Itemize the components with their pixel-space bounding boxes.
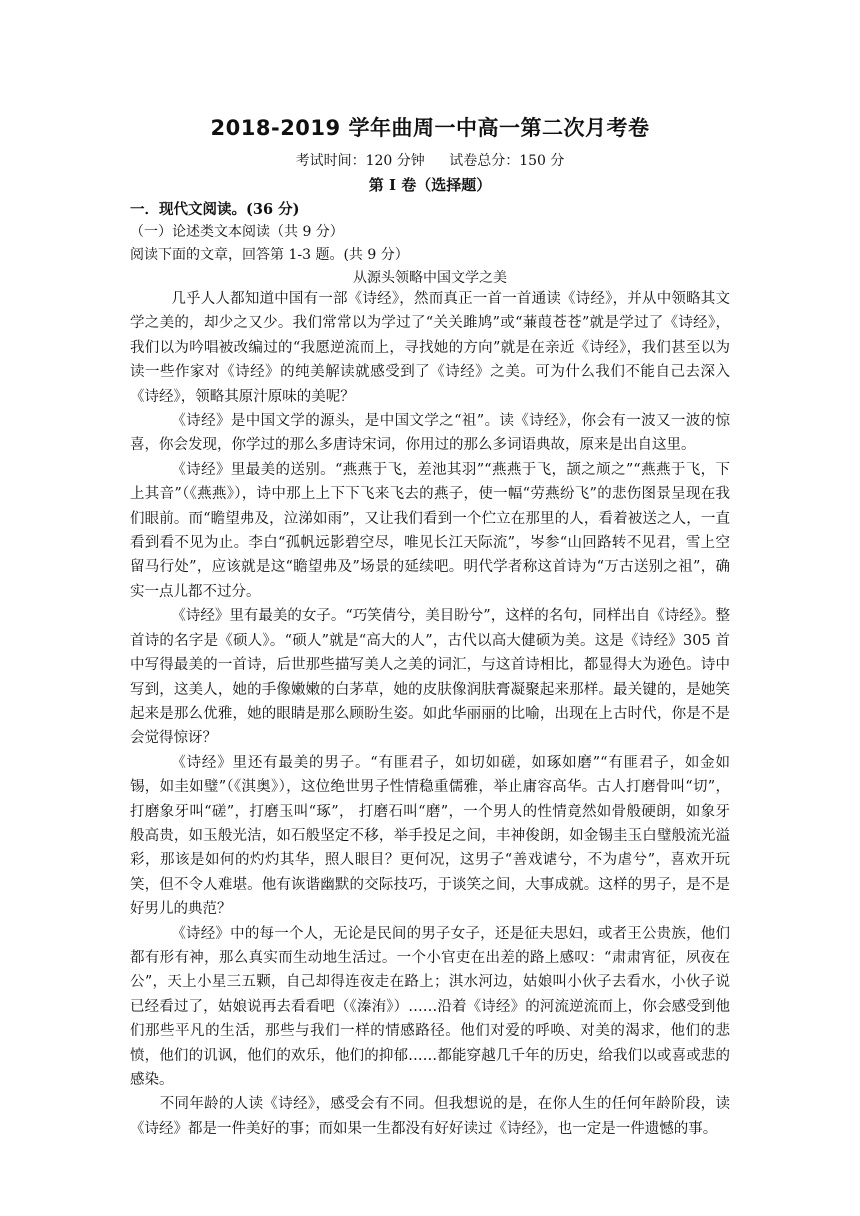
section-heading: 第 I 卷（选择题） (368, 176, 492, 194)
exam-title: 2018-2019 学年曲周一中高一第二次月考卷 (210, 116, 650, 140)
reading-instruction: 阅读下面的文章，回答第 1-3 题。(共 9 分） (130, 247, 409, 263)
article-paragraph: 《诗经》里最美的送别。“燕燕于飞，差池其羽”“燕燕于飞，颉之颃之”“燕燕于飞，下上其音”（《燕燕》），诗中那上上下下飞来飞去的燕子，使一幅“劳燕纷飞”的悲伤图景呈现在我们眼前。而“瞻望弗及，泣涕如雨”，又让我们看到一个伫立在那里的人，看着被送之人，一直看到看不见为止。李白“孤帆远影碧空尽，唯见长江天际流”，岑参“山回路转不见君，雪上空留马行处”，应该就是这“瞻望弗及”场景的延续吧。明代学者称这首诗为“万古送别之祖”，确实一点儿都不过分。 (130, 461, 730, 600)
exam-meta (0, 150, 860, 170)
exam-total-score: 试卷总分：150 分 (449, 153, 565, 169)
article-paragraph: 《诗经》里还有最美的男子。“有匪君子，如切如磋，如琢如磨”“有匪君子，如金如锡，如圭如璧”（《淇奥》），这位绝世男子性情稳重儒雅，举止庸容高华。古人打磨骨叫“切”，打磨象牙叫“磋”，打磨玉叫“琢”， 打磨石叫“磨”，一个男人的性情竟然如骨般硬朗，如象牙般高贵，如玉般光洁，如石般坚定不移，举手投足之间，丰神俊朗，如金锡圭玉白璧般流光溢彩，那该是如何的灼灼其华，照人眼目？更何况，这男子“善戏谑兮，不为虐兮”，喜欢开玩笑，但不令人难堪。他有诙谐幽默的交际技巧，于谈笑之间，大事成就。这样的男子，是不是好男儿的典范？ (130, 754, 730, 918)
article-paragraph: 《诗经》中的每一个人，无论是民间的男子女子，还是征夫思妇，或者王公贵族，他们都有形有神，那么真实而生动地生活过。一个小官吏在出差的路上感叹：“肃肃宵征，夙夜在公”，天上小星三五颗，自己却得连夜走在路上；淇水河边，姑娘叫小伙子去看水，小伙子说已经看过了，姑娘说再去看看吧（《溱洧》）……沿着《诗经》的河流逆流而上，你会感受到他们那些平凡的生活，那些与我们一样的情感路径。他们对爱的呼唤、对美的渴求，他们的悲愤，他们的讥讽，他们的欢乐，他们的抑郁……都能穿越几千年的历史，给我们以或喜或悲的感染。 (130, 925, 730, 1088)
article-paragraph: 几乎人人都知道中国有一部《诗经》，然而真正一首一首通读《诗经》，并从中领略其文学之美的，却少之又少。我们常常以为学过了“关关雎鸠”或“蒹葭苍苍”就是学过了《诗经》，我们以为吟唱被改编过的“我愿逆流而上，寻找她的方向”就是在亲近《诗经》，我们甚至以为读一些作家对《诗经》的纯美解读就感受到了《诗经》之美。可为什么我们不能自己去深入《诗经》，领略其原汁原味的美呢？ (130, 291, 730, 405)
article-title: 从源头领略中国文学之美 (353, 270, 507, 286)
article-paragraph: 《诗经》是中国文学的源头，是中国文学之“祖”。读《诗经》，你会有一波又一波的惊喜，你会发现，你学过的那么多唐诗宋词，你用过的那么多词语典故，原来是出自这里。 (130, 413, 730, 454)
article-paragraph: 不同年龄的人读《诗经》，感受会有不同。但我想说的是，在你人生的任何年龄阶段，读《诗经》都是一件美好的事；而如果一生都没有好好读过《诗经》，也一定是一件遗憾的事。 (130, 1096, 730, 1137)
subpart-heading: （一）论述类文本阅读（共 9 分） (130, 224, 344, 240)
article-paragraph: 《诗经》里有最美的女子。“巧笑倩兮，美目盼兮”，这样的名句，同样出自《诗经》。整首诗的名字是《硕人》。“硕人”就是“高大的人”，古代以高大健硕为美。这是《诗经》305 首中写得最美的一首诗，后世那些描写美人之美的词汇，与这首诗相比，都显得大为逊色。诗中写到，这美人，她的手像嫩嫩的白茅草，她的皮肤像润肤膏凝聚起来那样。最关键的，是她笑起来是那么优雅，她的眼睛是那么顾盼生姿。如此华丽丽的比喻，出现在上古时代，你是不是会觉得惊讶？ (130, 608, 730, 747)
part-heading: 一．现代文阅读。(36 分) (130, 201, 300, 218)
article-body (130, 287, 730, 1141)
exam-time: 考试时间：120 分钟 (295, 153, 425, 169)
